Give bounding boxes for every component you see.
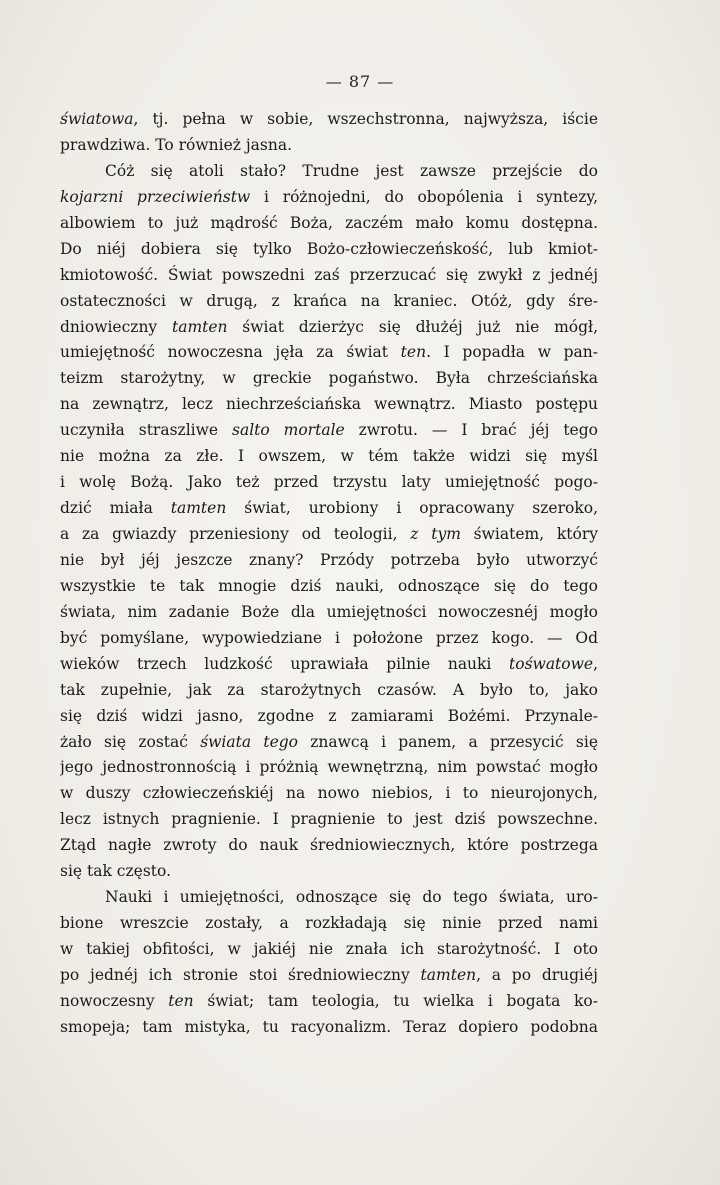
italic-term: z tym	[410, 525, 461, 543]
page-number: — 87 —	[325, 72, 395, 91]
text-segment: Ztąd nagłe zwroty do nauk średniowiecznych, które postrzega	[60, 836, 598, 855]
text-segment: . I popadła w pan-	[426, 343, 598, 362]
text-line	[60, 366, 598, 392]
text-segment: być pomyślane, wypowiedziane i położone przez kogo. — Od	[60, 628, 598, 647]
text-line	[60, 807, 598, 833]
text-segment: się dziś widzi jasno, zgodne z zamiarami Bożémi. Przynale-	[60, 706, 598, 725]
text-line	[60, 859, 598, 885]
text-segment: a za gwiazdy przeniesiony od teologii,	[60, 525, 411, 543]
text-segment: w duszy człowieczeńskiéj na nowo niebios, i to nieurojonych,	[60, 784, 598, 803]
text-segment: nie można za złe. I owszem, w tém także widzi się myśl	[60, 447, 598, 466]
text-segment: uczyniła straszliwe	[60, 421, 232, 440]
text-line	[60, 133, 598, 159]
text-segment: dzić miała	[60, 499, 171, 518]
text-line	[60, 730, 598, 756]
text-line	[60, 289, 598, 315]
text-segment: Do niéj dobiera się tylko Bożo-człowieczeńskość, lub kmiot-	[60, 239, 598, 258]
text-segment: świata, nim zadanie Boże dla umiejętności nowoczesnéj mogło	[60, 602, 598, 621]
text-segment: albowiem to już mądrość Boża, zaczém mało komu dostępna.	[60, 213, 598, 232]
text-line	[60, 755, 598, 781]
text-line	[60, 652, 598, 678]
text-segment: dniowieczny	[60, 317, 172, 336]
italic-term: świata tego	[200, 732, 298, 751]
italic-term: tośwatowe	[509, 654, 594, 673]
text-segment: tak zupełnie, jak za starożytnych czasów. A było to, jako	[60, 680, 598, 699]
text-line	[60, 1015, 598, 1041]
text-line	[60, 937, 598, 963]
text-segment: , tj. pełna w sobie, wszechstronna, najwyższa, iście	[133, 110, 598, 128]
body-text	[60, 107, 598, 1041]
text-line	[60, 963, 598, 989]
text-line	[60, 185, 598, 211]
text-line	[60, 781, 598, 807]
text-segment: , a po drugiéj	[476, 965, 598, 984]
text-segment: i różnojedni, do obopólenia i syntezy,	[250, 187, 598, 206]
text-segment: ostateczności w drugą, z krańca na kraniec. Otóż, gdy śre-	[60, 291, 598, 310]
text-line	[60, 263, 598, 289]
italic-term: ten	[168, 991, 194, 1010]
text-segment: smopeja; tam mistyka, tu racyonalizm. Teraz dopiero podobna	[60, 1017, 598, 1036]
text-line	[60, 574, 598, 600]
text-line	[60, 522, 598, 548]
text-line	[60, 315, 598, 341]
text-segment: teizm starożytny, w greckie pogaństwo. Była chrześciańska	[60, 369, 598, 388]
text-segment: świat; tam teologia, tu wielka i bogata ko-	[193, 991, 598, 1010]
italic-term: salto mortale	[232, 421, 345, 440]
text-line	[60, 885, 598, 911]
text-line	[60, 548, 598, 574]
text-segment: po jednéj ich stronie stoi średniowieczny	[60, 965, 421, 984]
text-segment: w takiej obfitości, w jakiéj nie znała ich starożytność. I oto	[60, 940, 598, 958]
text-line	[60, 211, 598, 237]
text-line	[60, 626, 598, 652]
text-segment: się tak często.	[60, 862, 171, 881]
italic-term: światowa	[60, 110, 134, 128]
text-segment: świat, urobiony i opracowany szeroko,	[226, 499, 598, 518]
italic-term: tamten	[171, 317, 228, 336]
text-segment: nowoczesny	[60, 991, 169, 1010]
text-segment: kmiotowość. Świat powszedni zaś przerzucać się zwykł z jednéj	[60, 265, 598, 284]
text-line	[60, 833, 598, 859]
text-line	[60, 911, 598, 937]
text-line	[60, 237, 598, 263]
text-segment: żało się zostać	[60, 732, 201, 751]
text-segment: jego jednostronnością i próżnią wewnętrzną, nim powstać mogło	[60, 758, 598, 777]
text-segment: ,	[593, 654, 598, 673]
text-segment: prawdziwa. To również jasna.	[60, 135, 293, 154]
text-segment: wszystkie te tak mnogie dziś nauki, odnoszące się do tego	[60, 576, 598, 595]
text-segment: umiejętność nowoczesna jęła za świat	[60, 343, 401, 362]
text-line	[60, 418, 598, 444]
text-line	[60, 600, 598, 626]
text-segment: Cóż się atoli stało? Trudne jest zawsze przejście do	[105, 161, 598, 180]
text-segment: bione wreszcie zostały, a rozkładają się ninie przed nami	[60, 914, 598, 933]
text-segment: Nauki i umiejętności, odnoszące się do tego świata, uro-	[105, 888, 598, 907]
italic-term: ten	[400, 343, 427, 362]
text-line	[60, 340, 598, 366]
text-line	[60, 496, 598, 522]
text-segment: światem, który	[460, 525, 598, 543]
text-segment: lecz istnych pragnienie. I pragnienie to jest dziś powszechne.	[60, 810, 598, 829]
text-segment: świat dzierżyc się dłużéj już nie mógł,	[227, 317, 598, 336]
text-segment: znawcą i panem, a przesycić się	[298, 732, 598, 751]
italic-term: tamten	[420, 965, 477, 984]
text-line	[60, 704, 598, 730]
text-segment: na zewnątrz, lecz niechrześciańska wewnątrz. Miasto postępu	[60, 395, 598, 414]
text-line	[60, 470, 598, 496]
text-line	[60, 107, 598, 133]
text-line	[60, 392, 598, 418]
text-segment: i wolę Bożą. Jako też przed trzystu laty umiejętność pogo-	[60, 473, 598, 492]
text-line	[60, 678, 598, 704]
text-segment: nie był jéj jeszcze znany? Przódy potrzeba było utworzyć	[60, 550, 598, 569]
italic-term: kojarzni przeciwieństw	[60, 187, 251, 206]
text-line	[60, 444, 598, 470]
text-segment: zwrotu. — I brać jéj tego	[344, 421, 598, 440]
italic-term: tamten	[170, 499, 227, 518]
text-segment: wieków trzech ludzkość uprawiała pilnie nauki	[60, 654, 510, 673]
text-line	[60, 159, 598, 185]
text-line	[60, 989, 598, 1015]
